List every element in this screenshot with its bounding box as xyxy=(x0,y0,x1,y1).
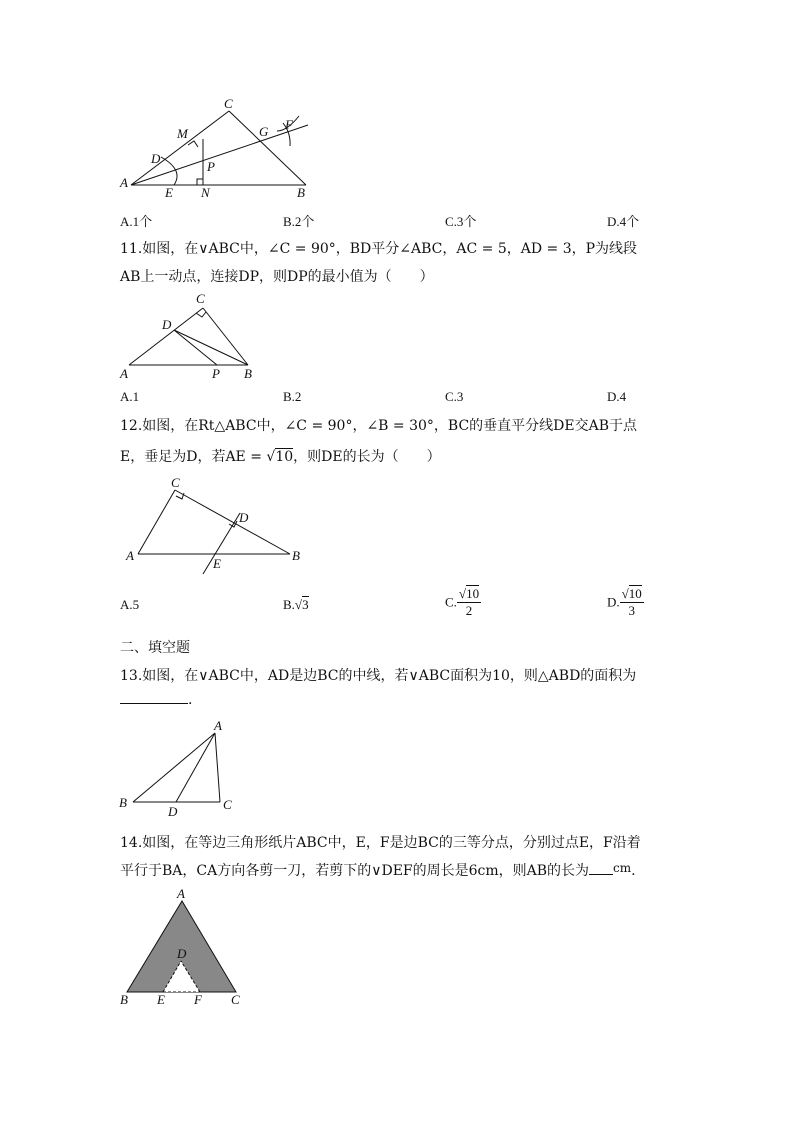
q12-line2-post: ，则DE的长为（ ） xyxy=(293,449,441,465)
q12-text-line1: 12.如图，在Rt△ABC中，∠C = 90°，∠B = 30°，BC的垂直平分线DE交AB于点 xyxy=(120,418,638,434)
q14-label-D: D xyxy=(177,946,187,961)
q14-unit: cm xyxy=(613,861,632,875)
q12-label-D: D xyxy=(239,510,249,525)
q12-line2-pre: E，垂足为D，若AE = xyxy=(120,449,267,465)
q10-option-a: A.1个 xyxy=(120,214,153,229)
q12-option-c-numerator: 10 xyxy=(466,586,480,601)
q14-label-F: F xyxy=(194,992,202,1007)
q11-option-b: B.2 xyxy=(283,389,302,404)
q13-label-C: C xyxy=(223,797,232,812)
q14-label-E: E xyxy=(157,992,165,1007)
section-heading: 二、填空题 xyxy=(120,640,190,656)
sqrt-icon: √ xyxy=(266,449,276,465)
fig10-label-E: E xyxy=(165,185,173,200)
q12-option-d-denominator: 3 xyxy=(628,603,635,618)
q11-text-line1: 11.如图，在∨ABC中，∠C = 90°，BD平分∠ABC，AC = 5，AD = 3，P为线段 xyxy=(120,241,638,257)
q14-label-A: A xyxy=(177,886,185,901)
q12-option-a: A.5 xyxy=(120,597,140,612)
q11-label-C: C xyxy=(196,291,205,306)
q14-text-line1: 14.如图，在等边三角形纸片ABC中，E，F是边BC的三等分点，分别过点E，F沿着 xyxy=(120,835,641,851)
q12-option-b-radicand: 3 xyxy=(302,597,309,612)
q13-text-line1: 13.如图，在∨ABC中，AD是边BC的中线，若∨ABC面积为10，则△ABD的面积为 xyxy=(120,668,637,684)
q12-label-A: A xyxy=(126,548,134,563)
q11-label-D: D xyxy=(162,317,172,332)
q14-label-B: B xyxy=(120,992,128,1007)
q11-option-a: A.1 xyxy=(120,389,140,404)
q10-option-c: C.3个 xyxy=(445,214,477,229)
q13-line2-tail: . xyxy=(188,692,193,708)
q11-option-d: D.4 xyxy=(607,389,627,404)
q12-option-c-prefix: C. xyxy=(445,594,457,610)
sqrt-icon: √ xyxy=(294,597,303,612)
fig10-label-C: C xyxy=(224,96,233,111)
q14-line2-tail: . xyxy=(631,863,636,879)
q12-label-E: E xyxy=(213,556,221,571)
q11-option-c: C.3 xyxy=(445,389,464,404)
fig10-label-P: P xyxy=(207,159,215,174)
q11-text-line2: AB上一动点，连接DP，则DP的最小值为（ ） xyxy=(120,269,434,285)
q12-option-d-numerator: 10 xyxy=(628,586,642,601)
q13-label-B: B xyxy=(119,795,127,810)
fig10-label-A: A xyxy=(120,175,128,190)
q14-label-C: C xyxy=(231,992,240,1007)
sqrt-icon: √ xyxy=(458,586,467,601)
fig10-label-G: G xyxy=(259,124,269,139)
fig10-label-D: D xyxy=(151,151,161,166)
q12-option-c-denominator: 2 xyxy=(465,603,473,618)
fig10-label-N: N xyxy=(201,185,210,200)
q11-label-P: P xyxy=(212,366,220,381)
sqrt-icon: √ xyxy=(621,586,629,601)
fig10-label-F: F xyxy=(285,117,293,132)
q12-label-B: B xyxy=(292,548,300,563)
q13-label-A: A xyxy=(214,718,222,733)
q12-option-b-prefix: B. xyxy=(283,597,295,612)
fig10-label-B: B xyxy=(297,185,305,200)
fig10-label-M: M xyxy=(177,126,188,141)
q13-label-D: D xyxy=(168,804,178,819)
q10-option-d: D.4个 xyxy=(607,214,640,229)
q14-line2-pre: 平行于BA，CA方向各剪一刀，若剪下的∨DEF的周长是6cm，则AB的长为 xyxy=(120,863,590,879)
q12-option-d-prefix: D. xyxy=(607,594,620,610)
q10-option-b: B.2个 xyxy=(283,214,315,229)
q12-radicand: 10 xyxy=(275,449,294,465)
q11-label-A: A xyxy=(120,366,128,381)
q12-label-C: C xyxy=(171,475,180,490)
q11-label-B: B xyxy=(244,366,252,381)
